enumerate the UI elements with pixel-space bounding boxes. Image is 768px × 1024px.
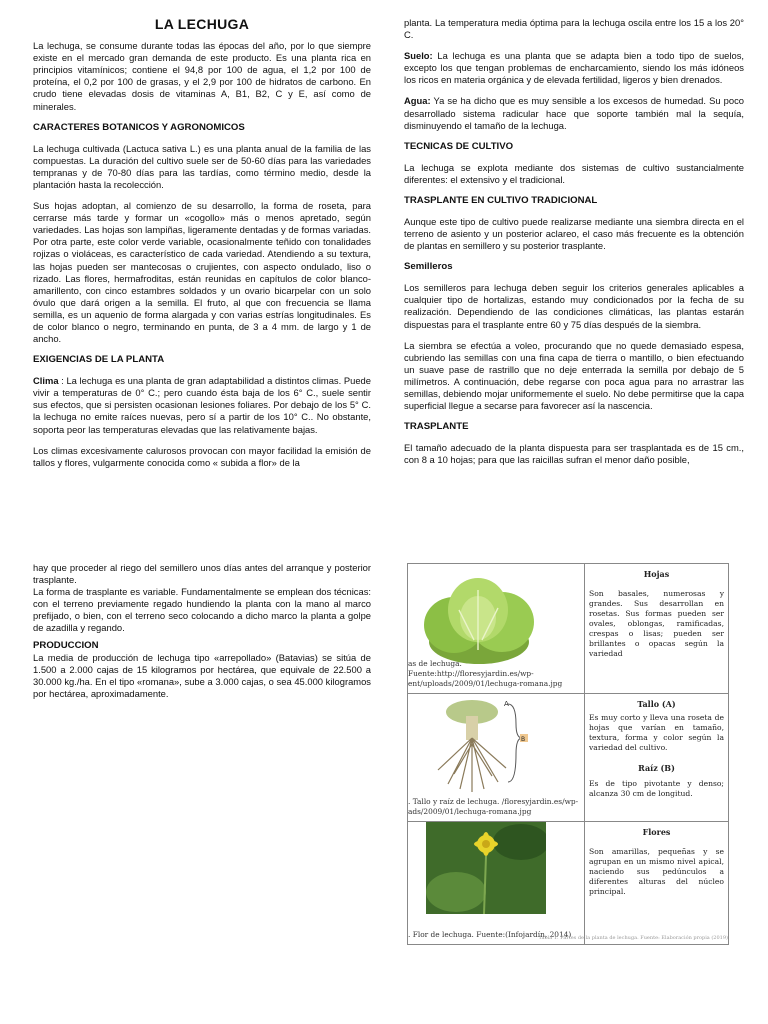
leaf-image-cell [408,564,585,694]
intro-paragraph: La lechuga, se consume durante todas las épocas del año, por lo que siempre existe en el mercado gran demanda de este producto. Es una planta rica en principios vitamínicos; contiene el 94,8 por 100 de agua, el 1,2 por 100 de proteína, el 0,2 por 100 de grasas, y el 2,9 por 100 de hidratos de carbono. En crudo tiene elevadas dosis de vitaminas A, B1, B2, C y E, así como de minerales. [33,40,371,112]
trasplante-paragraph-2: La forma de trasplante es variable. Fundamentalmente se emplean dos técnicas: con el terreno previamente regado hundiendo la planta con la mano al marco prefijado, o bien, con el terreno seco colocando a dicho marco la planta a golpe de azadilla y regando. [33,586,371,634]
trasplante-continuation: hay que proceder al riego del semillero unos días antes del arranque y posterior trasplante. [33,562,371,586]
root-text: Es de tipo pivotante y denso; alcanza 30 cm de longitud. [589,779,724,798]
leaves-heading: Hojas [643,569,670,579]
flowers-heading: Flores [642,827,671,837]
climas-calurosos-continuation: planta. La temperatura media óptima para la lechuga oscila entre los 15 a los 20° C. [404,17,744,41]
trasplante-paragraph-1: El tamaño adecuado de la planta dispuesta para ser trasplantada es de 15 cm., con 8 a 10 hojas; para que las raicillas sufran el menor daño posible, [404,442,744,466]
tecnicas-paragraph: La lechuga se explota mediante dos sistemas de cultivo sustancialmente diferentes: el extensivo y el tradicional. [404,161,744,185]
stem-text: Es muy corto y lleva una roseta de hojas que varían en tamaño, textura, forma y color según la variedad del cultivo. [589,713,724,752]
figure-source-note: Tabla 1. Partes de la planta de lechuga. Fuente: Elaboración propia (2019) [538,935,728,941]
agua-text: Ya se ha dicho que es muy sensible a los excesos de humedad. Su poco desarrollado sistema radicular hace que soporte también mal la sequía, disminuyendo el tamaño de la lechuga. [404,95,744,131]
page-title: LA LECHUGA [154,16,250,32]
clima-text: : La lechuga es una planta de gran adaptabilidad a distintos climas. Puede vivir a temperaturas de 0° C.; pero cuando ésta baja de los 6° C., suele sentir sus efectos, que si persisten ocasionan lesiones foliares. Por debajo de los 5° C. la lechuga no emite raíces nuevas, pero sí a partir de los 10° C.. No obstante, soporta peor las temperaturas elevadas que las relativamente bajas. [33,375,371,435]
botanicos-paragraph-2: Sus hojas adoptan, al comienzo de su desarrollo, la forma de roseta, para cerrarse más tarde y formar un «cogollo» más o menos apretado, según variedades. Las hojas son lampiñas, ligeramente dentadas y de formas variadas. Por otra parte, este color verde variable, ocasionalmente teñido con tonalidades rojizas o violáceas, es característico de cada variedad. Atendiendo a su textura, las hojas pueden ser mantecosas o crujientes, con aspecto ondulado, liso o rizado. Las flores, hermafroditas, están reunidas en capítulos de color blanco-amarillento, con cinco estambres soldados y un ovario bicarpelar con un solo óvulo que dará origen a la semilla. El fruto, al que con frecuencia se llama semilla, es un aquenio de forma alargada y con varias estrías longitudinales. Es de color blanco o negro, terminando en punta, de 3 a 4 mm. de largo y 1 de ancho. [33,200,371,345]
climas-calurosos-paragraph: Los climas excesivamente calurosos provocan con mayor facilidad la emisión de tallos y flores, vulgarmente conocida como « subida a flor» de la [33,444,371,468]
stem-root-image-cell [408,694,585,822]
section-heading-trasplante-tradicional: TRASPLANTE EN CULTIVO TRADICIONAL [404,194,598,206]
subsection-heading-semilleros: Semilleros [404,261,453,273]
lettuce-flower-illustration [426,822,546,914]
left-column [33,18,371,478]
produccion-paragraph: La media de producción de lechuga tipo «arrepollado» (Batavias) se sitúa de 1.500 a 2.000 cajas de 15 kilogramos por hectárea, que equivale de 22.500 a 30.000 kg./ha. En el tipo «romana», sube a 3.000 cajas, o sea 45.000 kilogramos por hectárea, aproximadamente. [33,651,371,699]
section-heading-botanicos: CARACTERES BOTANICOS Y AGRONOMICOS [33,121,245,133]
stem-heading: Tallo (A) [637,699,676,709]
section-heading-exigencias: EXIGENCIAS DE LA PLANTA [33,354,165,366]
botanicos-paragraph-1: La lechuga cultivada (Lactuca sativa L.) es una planta anual de la familia de las compuestas. La duración del cultivo suele ser de 50-60 días para las variedades tempranas y de 70-80 días para las tardías, como término medio, desde la plantación hasta la recolección. [33,142,371,190]
section-heading-tecnicas: TECNICAS DE CULTIVO [404,140,514,152]
right-column [404,17,744,475]
stem-root-image-caption: . Tallo y raíz de lechuga. /floresyjardin.es/wp-ads/2009/01/lechuga-romana.jpg [408,797,579,816]
lettuce-leaves-illustration [414,570,544,670]
lower-left-column [33,562,371,700]
semilleros-paragraph-1: Los semilleros para lechuga deben seguir los criterios generales aplicables a cualquier tipo de hortalizas, estando muy condicionados por la fecha de su realización. Dependiendo de las condiciones climáticas, las plantas estarán dispuestas para el trasplante entre 60 y 75 días después de la siembra. [404,282,744,330]
leaves-description-cell [585,564,729,694]
agua-paragraph [404,95,744,131]
flower-image-caption: . Flor de lechuga. Fuente:(Infojardín, 2014) [408,930,572,939]
clima-paragraph [33,375,371,435]
agua-label: Agua: [404,95,431,107]
suelo-paragraph [404,50,744,86]
root-heading: Raíz (B) [638,763,675,773]
stem-root-description-cell [585,694,729,822]
leaves-text: Son basales, numerosas y grandes. Sus desarrollan en rosetas. Sus formas pueden ser ovales, oblongas, ramificadas, crespas o lisas; pueden ser brillantes o opacas según la variedad [589,589,724,658]
flowers-description-cell [585,822,729,945]
leaf-image-caption: as de lechuga. Fuente:http://floresyjardin.es/wp-ent/uploads/2009/01/lechuga-romana.jpg [408,659,563,688]
stem-root-illustration [408,694,584,794]
marker-a-label: A [504,700,509,708]
flowers-text: Son amarillas, pequeñas y se agrupan en un mismo nivel apical, naciendo sus pedúnculos a diferentes alturas del núcleo principal. [589,847,724,896]
section-heading-trasplante: TRASPLANTE [404,421,469,433]
semilleros-paragraph-2: La siembra se efectúa a voleo, procurando que no quede demasiado espesa, cubriendo las semillas con una fina capa de tierra o mantillo, o bien efectuando un suave pase de rastrillo que no deje enterrada la semilla por debajo de 5 milímetros. A continuación, debe regarse con poca agua para no arrastrar las semillas, debiendo mojar uniformemente el suelo. No debe permitirse que la capa superficial llegue a secarse para favorecer así la nascencia. [404,339,744,412]
marker-b-label: B [521,736,526,743]
flower-image-cell [408,822,585,945]
trasplante-tradicional-paragraph: Aunque este tipo de cultivo puede realizarse mediante una siembra directa en el terreno de asiento y un posterior aclareo, el caso más frecuente es la obtención de plantas en semillero y su posterior trasplante. [404,215,744,252]
clima-label: Clima [33,375,59,387]
plant-parts-table [407,563,729,945]
suelo-label: Suelo: [404,50,433,62]
section-heading-produccion: PRODUCCION [33,639,99,651]
suelo-text: La lechuga es una planta que se adapta bien a todo tipo de suelos, excepto los que tengan problemas de encharcamiento, siendo los más idóneos los ricos en materia orgánica y de elevada fertilidad, ligeros y bien drenados. [404,50,744,86]
